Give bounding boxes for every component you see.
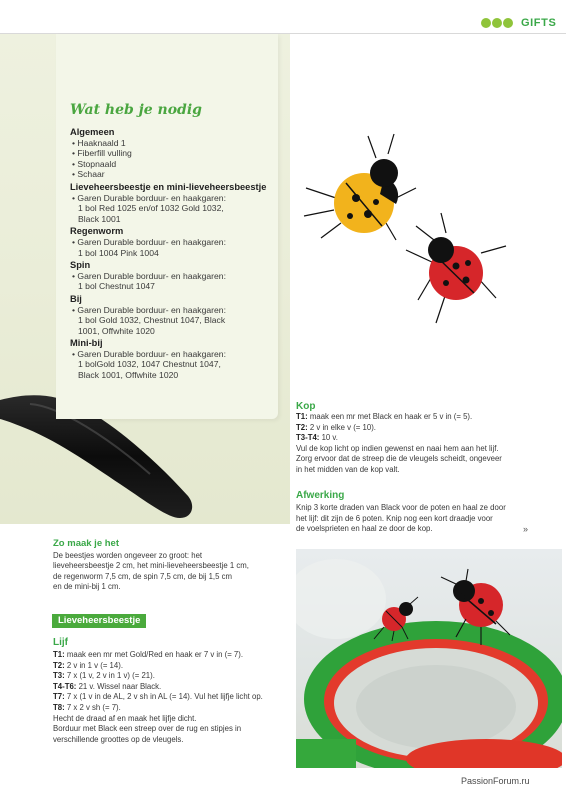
row-text: 21 v. Wissel naar Black. <box>78 681 162 691</box>
afwerking-paragraph: de voelsprieten en haal ze door de kop. <box>296 524 433 534</box>
lijf-paragraph: Hecht de draad af en maak het lijfje dicht. <box>53 713 197 723</box>
kop-heading: Kop <box>296 401 316 412</box>
zo-maak-line: de regenworm 7,5 cm, de spin 7,5 cm, de bij 1,5 cm <box>53 571 232 581</box>
material-line: • Garen Durable borduur- en haakgaren: <box>72 192 226 203</box>
material-line: • Stopnaald <box>72 158 117 169</box>
afwerking-text <box>296 503 536 535</box>
dot-icon <box>503 18 513 28</box>
row-text: 2 v in elke v (= 10). <box>309 422 376 432</box>
row-label: T1: <box>53 650 65 659</box>
row-text: 10 v. <box>321 433 338 443</box>
ladybugs-photo <box>296 128 562 333</box>
row-label: T4-T6: <box>53 681 77 691</box>
material-line: Black 1001 <box>78 213 121 224</box>
afwerking-heading: Afwerking <box>296 490 345 501</box>
row-label: T3: <box>53 671 65 681</box>
group-name: Algemeen <box>70 127 115 137</box>
group-name: Lieveheersbeestje en mini-lieveheersbeestje <box>70 181 267 192</box>
section-dots <box>481 18 513 28</box>
continue-arrow-icon: » <box>523 524 529 534</box>
material-line: • Garen Durable borduur- en haakgaren: <box>72 236 226 247</box>
group-name: Bij <box>70 293 82 304</box>
row-label: T2: <box>296 422 308 432</box>
material-line: 1 bol Gold 1032, Chestnut 1047, Black <box>78 315 226 326</box>
afwerking-paragraph: het lijf: dit zijn de 6 poten. Knip nog een kort draadje voor <box>296 513 493 523</box>
material-line: 1001, Offwhite 1020 <box>78 325 155 336</box>
row-text: 2 v in 1 v (= 14). <box>66 660 123 670</box>
zo-maak-text <box>53 551 281 593</box>
material-line: 1 bol 1004 Pink 1004 <box>78 247 159 258</box>
material-line: • Garen Durable borduur- en haakgaren: <box>72 304 226 315</box>
magnifier-photo <box>296 549 562 768</box>
row-text: 7 x (1 v, 2 v in 1 v) (= 21). <box>66 671 155 681</box>
material-line: Black 1001, Offwhite 1020 <box>78 370 179 381</box>
kop-paragraph: Vul de kop licht op indien gewenst en naai hem aan het lijf. <box>296 443 499 453</box>
materials-title: Wat heb je nodig <box>70 102 202 118</box>
row-label: T1: <box>296 412 308 421</box>
row-text: maak een mr met Gold/Red en haak er 7 v in (= 7). <box>66 650 244 659</box>
lieveheersbeestje-badge: Lieveheersbeestje <box>52 614 146 628</box>
row-label: T7: <box>53 692 65 702</box>
lijf-text <box>53 650 285 745</box>
material-line: • Garen Durable borduur- en haakgaren: <box>72 270 226 281</box>
lijf-paragraph: Borduur met Black een streep over de rug en stipjes in <box>53 724 242 734</box>
group-name: Regenworm <box>70 226 124 237</box>
row-text: 7 x 2 v sh (= 7). <box>66 702 121 712</box>
watermark: PassionForum.ru <box>461 776 530 786</box>
section-title: GIFTS <box>521 17 557 29</box>
material-line: • Schaar <box>72 169 105 180</box>
group-name: Mini-bij <box>70 338 103 349</box>
material-line: 1 bolGold 1032, 1047 Chestnut 1047, <box>78 359 221 370</box>
row-label: T2: <box>53 660 65 670</box>
row-text: 7 x (1 v in de AL, 2 v sh in AL (= 14). Vul het lijfje licht op. <box>66 692 263 702</box>
magnifier-ladybugs-icon <box>296 549 562 768</box>
lijf-paragraph: verschillende groottes op de vleugels. <box>53 734 184 744</box>
material-line: • Haaknaald 1 <box>72 137 126 148</box>
lijf-heading: Lijf <box>53 637 68 648</box>
row-label: T8: <box>53 702 65 712</box>
material-line: • Fiberfill vulling <box>72 148 132 159</box>
ladybug-head <box>370 159 398 187</box>
materials-list <box>70 125 275 381</box>
zo-maak-line: De beestjes worden ongeveer zo groot: het <box>53 551 203 560</box>
row-label: T3-T4: <box>296 433 320 443</box>
material-line: 1 bol Red 1025 en/of 1032 Gold 1032, <box>78 203 224 214</box>
material-line: • Garen Durable borduur- en haakgaren: <box>72 348 226 359</box>
zo-maak-heading: Zo maak je het <box>53 538 119 549</box>
material-line: 1 bol Chestnut 1047 <box>78 281 155 292</box>
dot-icon <box>481 18 491 28</box>
kop-text <box>296 412 536 476</box>
dot-icon <box>492 18 502 28</box>
group-name: Spin <box>70 260 91 271</box>
kop-paragraph: in het midden van de kop valt. <box>296 464 400 474</box>
kop-paragraph: Zorg ervoor dat de streep die de vleugels scheidt, ongeveer <box>296 454 502 464</box>
zo-maak-line: lieveheersbeestje 2 cm, het mini-lieveheersbeestje 1 cm, <box>53 561 249 571</box>
row-text: maak een mr met Black en haak er 5 v in (= 5). <box>309 412 473 421</box>
afwerking-paragraph: Knip 3 korte draden van Black voor de poten en haal ze door <box>296 503 506 512</box>
zo-maak-line: en de mini-bij 1 cm. <box>53 582 121 592</box>
